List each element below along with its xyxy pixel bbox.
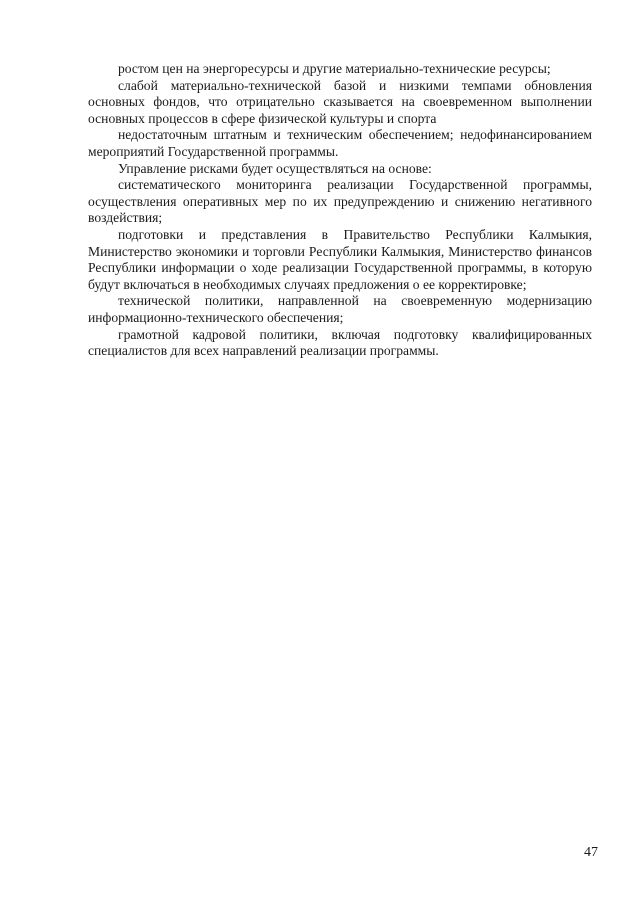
- paragraph-risk-management-intro: Управление рисками будет осуществляться на основе:: [118, 160, 432, 176]
- paragraph-material-base: слабой материально-технической базой и низкими темпами обновления основных фондов, что отрицательно сказывается на своевременном выполнении основных процессов в сфере физической культуры и спорта: [88, 77, 592, 126]
- paragraph-staffing: недостаточным штатным и техническим обеспечением; недофинансированием мероприятий Государственной программы.: [88, 127, 592, 159]
- paragraph-reporting: подготовки и представления в Правительство Республики Калмыкия, Министерство экономики и торговли Республики Калмыкия, Министерство финансов Республики информации о ходе реализации Государственной программы, в которую будут включаться в необходимых случаях предложения о ее корректировке;: [88, 226, 592, 292]
- page-number: 47: [584, 845, 598, 860]
- paragraph-energy-prices: ростом цен на энергоресурсы и другие материально-технические ресурсы;: [118, 61, 551, 76]
- paragraph-personnel-policy: грамотной кадровой политики, включая подготовку квалифицированных специалистов для всех направлений реализации программы.: [88, 326, 592, 359]
- paragraph-monitoring: систематического мониторинга реализации Государственной программы, осуществления оперативных мер по их предупреждению и снижению негативного воздействия;: [88, 177, 592, 226]
- paragraph-technical-policy: технической политики, направленной на своевременную модернизацию информационно-технического обеспечения;: [88, 293, 592, 325]
- body-text: [88, 61, 592, 360]
